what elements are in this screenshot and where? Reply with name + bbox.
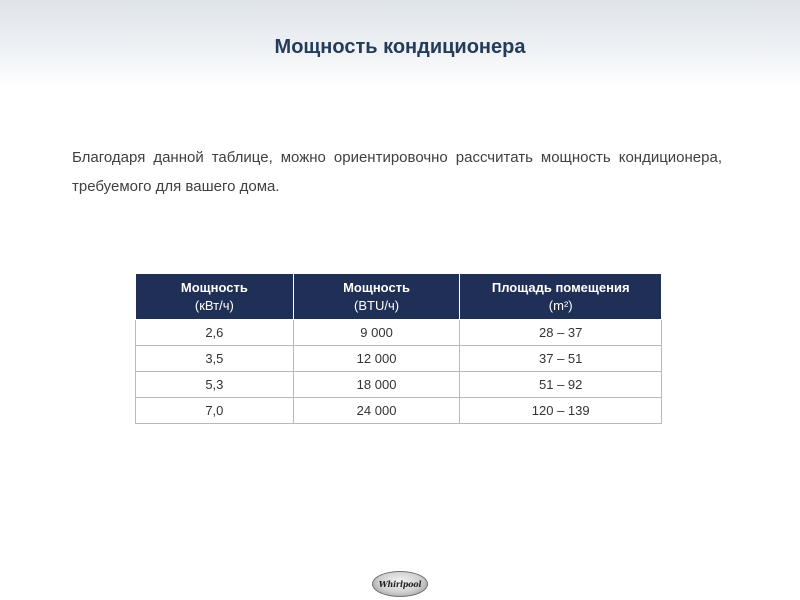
table-cell-kw: 2,6 — [136, 320, 294, 346]
column-header-btu — [293, 274, 460, 320]
table-cell-btu: 9 000 — [293, 320, 460, 346]
table-cell-area: 28 – 37 — [460, 320, 662, 346]
column-header-area — [460, 274, 662, 320]
column-header-unit: (BTU/ч) — [354, 297, 400, 313]
table-cell-btu: 24 000 — [293, 398, 460, 424]
table-cell-btu: 12 000 — [293, 346, 460, 372]
column-header-title: Мощность — [180, 279, 248, 295]
power-table — [135, 273, 662, 424]
column-header-title: Площадь помещения — [491, 279, 630, 295]
column-header-kw — [136, 274, 294, 320]
table-cell-area: 51 – 92 — [460, 372, 662, 398]
table-row — [136, 346, 662, 372]
table-cell-kw: 3,5 — [136, 346, 294, 372]
table-cell-area: 120 – 139 — [460, 398, 662, 424]
column-header-unit: (кВт/ч) — [194, 297, 234, 313]
page-title: Мощность кондиционера — [274, 36, 526, 58]
table-row — [136, 320, 662, 346]
column-header-title: Мощность — [343, 279, 411, 295]
table-cell-btu: 18 000 — [293, 372, 460, 398]
table-cell-area: 37 – 51 — [460, 346, 662, 372]
logo-text: Whirlpool — [378, 579, 422, 589]
whirlpool-logo — [372, 571, 428, 597]
table-row — [136, 372, 662, 398]
table-header-row — [136, 274, 662, 320]
intro-paragraph: Благодаря данной таблице, можно ориентировочно рассчитать мощность кондиционера, требуемого для вашего дома. — [72, 149, 722, 195]
table-cell-kw: 7,0 — [136, 398, 294, 424]
column-header-unit: (m²) — [548, 297, 573, 313]
table-row — [136, 398, 662, 424]
table-cell-kw: 5,3 — [136, 372, 294, 398]
